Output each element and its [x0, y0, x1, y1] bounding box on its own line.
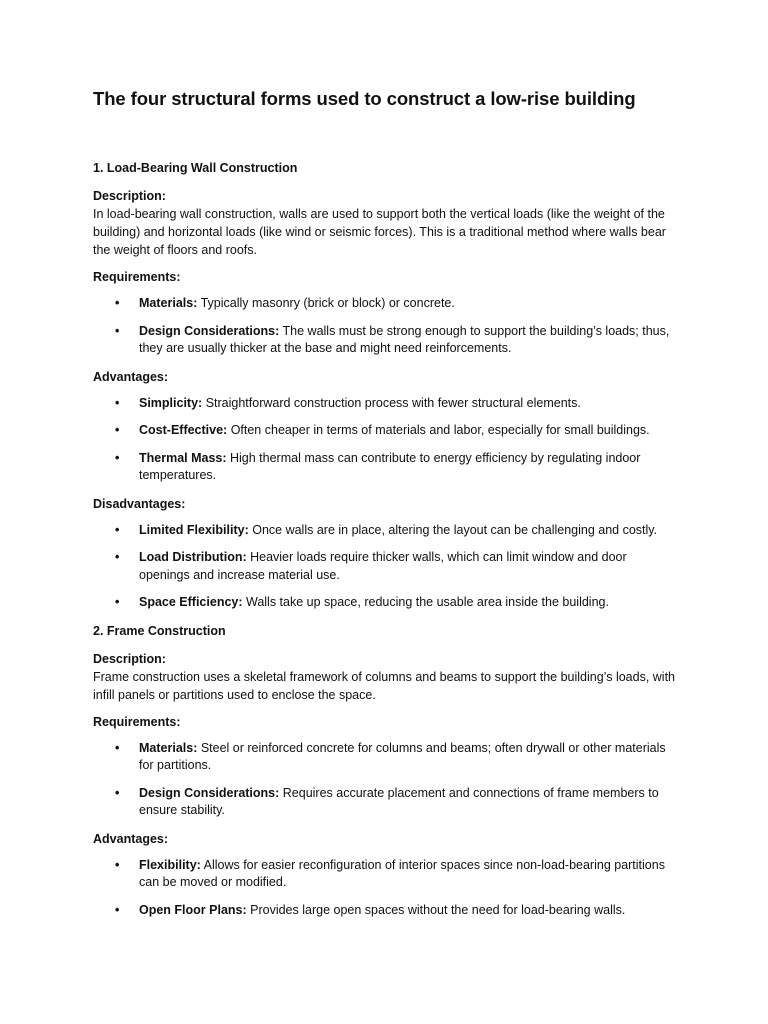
list-item — [93, 522, 678, 540]
item-term: Load Distribution: — [139, 550, 247, 564]
advantages-list — [93, 395, 678, 485]
requirements-label: Requirements: — [93, 714, 181, 729]
list-item — [93, 594, 678, 612]
item-text: The walls must be strong enough to support the building’s loads; thus, they are usually thicker at the base and might need reinforcements. — [139, 323, 670, 355]
item-text: Typically masonry (brick or block) or concrete. — [197, 296, 455, 310]
disadvantages-label: Disadvantages: — [93, 496, 186, 511]
list-item — [93, 395, 678, 413]
advantages-list — [93, 857, 678, 920]
bullet-icon: • — [115, 522, 120, 537]
item-text: Often cheaper in terms of materials and labor, especially for small buildings. — [227, 423, 650, 437]
item-term: Flexibility: — [139, 857, 201, 872]
bullet-icon: • — [115, 296, 120, 310]
item-term: Simplicity: — [139, 395, 203, 410]
description-label: Description: — [93, 651, 166, 666]
list-item — [93, 902, 678, 920]
item-text: Walls take up space, reducing the usable area inside the building. — [242, 595, 609, 609]
item-term: Limited Flexibility: — [139, 522, 249, 537]
item-text: Provides large open spaces without the need for load-bearing walls. — [246, 902, 626, 917]
bullet-icon: • — [115, 902, 120, 917]
item-term: Materials: — [139, 296, 198, 310]
list-item — [93, 450, 678, 485]
list-item — [93, 549, 678, 584]
item-text: Requires accurate placement and connections of frame members to ensure stability. — [139, 785, 659, 817]
description-block — [93, 187, 678, 259]
list-item — [93, 740, 678, 775]
description-text: In load-bearing wall construction, walls are used to support both the vertical loads (like the weight of the building) and horizontal loads (like wind or seismic forces). This is a traditional method where walls bear the weight of floors and roofs. — [93, 207, 666, 257]
advantages-label: Advantages: — [93, 831, 169, 846]
item-term: Cost-Effective: — [139, 423, 228, 437]
requirements-label: Requirements: — [93, 270, 181, 284]
item-term: Thermal Mass: — [139, 450, 227, 465]
requirements-list — [93, 295, 678, 358]
item-text: Once walls are in place, altering the layout can be challenging and costly. — [248, 522, 658, 537]
section-heading: 2. Frame Construction — [93, 623, 226, 638]
list-item — [93, 422, 678, 440]
bullet-icon: • — [115, 740, 120, 755]
item-text: High thermal mass can contribute to energy efficiency by regulating indoor temperatures. — [139, 450, 641, 482]
item-text: Steel or reinforced concrete for columns and beams; often drywall or other materials for partitions. — [139, 740, 666, 772]
item-term: Materials: — [139, 740, 198, 755]
item-term: Design Considerations: — [139, 785, 280, 800]
section-load-bearing-wall — [93, 159, 678, 612]
bullet-icon: • — [115, 550, 120, 564]
list-item — [93, 857, 678, 892]
item-text: Straightforward construction process with fewer structural elements. — [202, 395, 581, 410]
document-title: The four structural forms used to construct a low-rise building — [93, 88, 636, 109]
description-block — [93, 650, 678, 704]
list-item — [93, 295, 678, 313]
item-text: Allows for easier reconfiguration of interior spaces since non-load-bearing partitions can be moved or modified. — [139, 857, 665, 889]
item-text: Heavier loads require thicker walls, which can limit window and door openings and increase material use. — [139, 550, 627, 582]
list-item — [93, 785, 678, 820]
description-label: Description: — [93, 189, 166, 203]
advantages-label: Advantages: — [93, 369, 169, 384]
item-term: Space Efficiency: — [139, 595, 243, 609]
bullet-icon: • — [115, 395, 120, 410]
list-item — [93, 323, 678, 358]
bullet-icon: • — [115, 785, 120, 800]
bullet-icon: • — [115, 857, 120, 872]
disadvantages-list — [93, 522, 678, 612]
description-text: Frame construction uses a skeletal framework of columns and beams to support the building’s loads, with infill panels or partitions used to enclose the space. — [93, 669, 676, 702]
item-term: Design Considerations: — [139, 323, 280, 338]
bullet-icon: • — [115, 423, 120, 437]
bullet-icon: • — [115, 323, 120, 338]
bullet-icon: • — [115, 595, 120, 609]
bullet-icon: • — [115, 450, 120, 465]
item-term: Open Floor Plans: — [139, 902, 247, 917]
section-heading: 1. Load-Bearing Wall Construction — [93, 161, 298, 175]
requirements-list — [93, 740, 678, 820]
section-frame-construction — [93, 622, 678, 920]
